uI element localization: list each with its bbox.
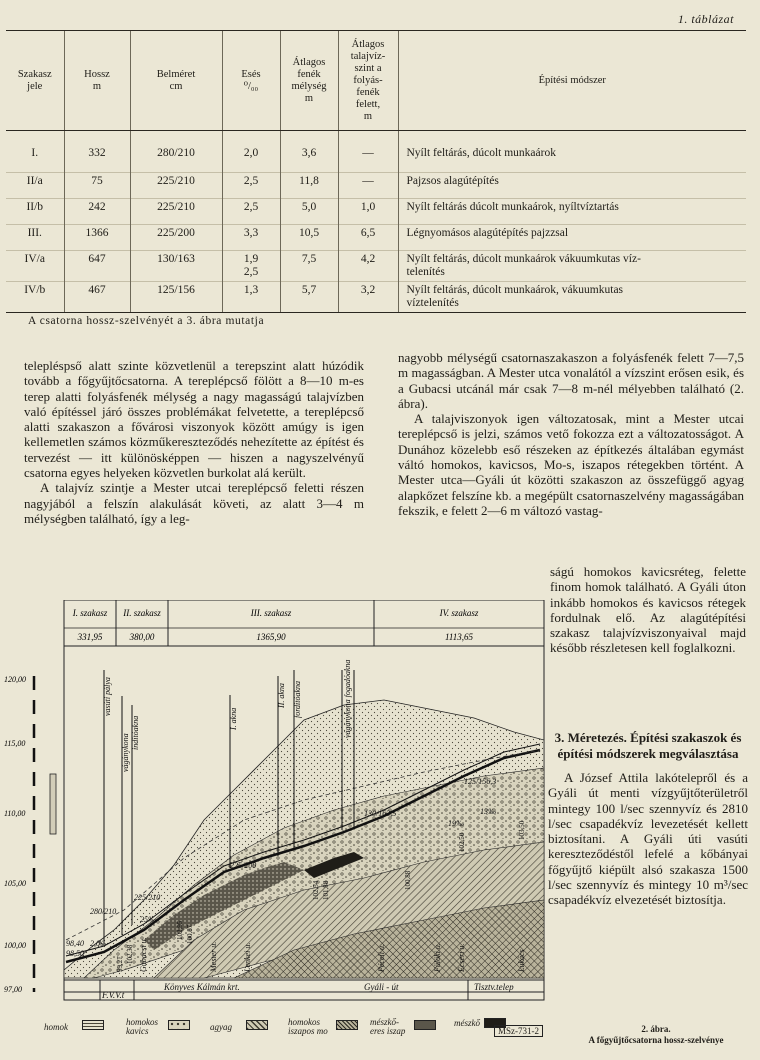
vertical-label: vágánykona fogadóakna <box>343 659 352 738</box>
y-tick: 110,00 <box>4 809 26 818</box>
profile-label: 125/156,3 <box>464 777 497 786</box>
table-cell: 3,6 <box>280 131 338 173</box>
paragraph: telepléspső alatt szinte közvetlenül a terepszint alatt húzódik tovább a főgyűjtőcsatorna. A tereplépcső fölött a 8—10 m-es terep alatti folyásfenék mélység a nagy magasságú talajvízben való építéssel járó összes problémákat felvetette, a tereplépcső alatti szakaszon a fővárosi viszonyok között amúgy is igen kellemetlen számos közműkereszteződés nehezítette az építést és tervezést — itt különösképpen — hiszen a nagyszelvényű csatorna egyes helyeken közvetlen burkolat alá került. <box>24 358 364 481</box>
left-small: 2,0 <box>90 939 100 948</box>
table-cell: IV/a <box>6 251 64 282</box>
street-label: Lukács <box>517 949 526 972</box>
table-cell: 5,0 <box>280 199 338 225</box>
level-label: 102,50 <box>458 832 466 852</box>
table-cell: IV/b <box>6 282 64 313</box>
legend-swatch-clay <box>246 1020 268 1030</box>
profile-label: 225/210 <box>134 893 161 902</box>
table-header-row <box>6 31 746 131</box>
table-cell: 225/200 <box>130 225 222 251</box>
text-column-right <box>398 350 744 518</box>
table-cell: 130/163 <box>130 251 222 282</box>
level-label: 100,87 <box>186 924 194 944</box>
profile-label: 225/200 <box>230 861 257 870</box>
table-cell: 4,2 <box>338 251 398 282</box>
table-cell: 5,7 <box>280 282 338 313</box>
slope-label: 19‰ <box>448 819 464 828</box>
table-cell: — <box>338 131 398 173</box>
street-label: Péceli u. <box>377 944 386 972</box>
table-cell: III. <box>6 225 64 251</box>
y-ticks <box>4 675 26 994</box>
y-tick: 105,00 <box>4 879 26 888</box>
vertical-label: vasúti pálya <box>103 677 112 716</box>
table-cell: 125/156 <box>130 282 222 313</box>
length-label: 380,00 <box>129 632 155 642</box>
table-cell: 1,0 <box>338 199 398 225</box>
section-label: II. szakasz <box>123 608 161 618</box>
left-label: 98,40 <box>66 939 84 948</box>
level-label: 102,95 <box>176 920 184 940</box>
longitudinal-profile-figure <box>4 600 552 1040</box>
level-label: 103,50 <box>518 820 526 840</box>
slope-label: 25‰ <box>140 915 156 924</box>
table-row <box>6 251 746 282</box>
level-label: 102,38 <box>126 944 134 964</box>
legend-label: agyag <box>210 1022 232 1032</box>
table-cell: 10,5 <box>280 225 338 251</box>
section-label: I. szakasz <box>72 608 108 618</box>
table-cell: Nyílt feltárás, dúcolt munkaárok, vákuumkutas víztelenítés <box>398 282 746 313</box>
table-cell: — <box>338 173 398 199</box>
y-tick: 97,00 <box>4 985 22 994</box>
slope-label: 13‰ <box>480 807 496 816</box>
legend-label: homokos iszapos mo <box>288 1017 328 1036</box>
bottom-label: Könyves Kálmán krt. <box>164 982 240 992</box>
section-title: 3. Méretezés. Építési szakaszok és építési módszerek megválasztása <box>554 730 742 761</box>
header-section: Szakasz jele <box>6 31 64 131</box>
table-cell: 280/210 <box>130 131 222 173</box>
vertical-label: indítóakna <box>131 715 140 750</box>
table-row <box>6 225 746 251</box>
header-groundwater: Átlagos talajvíz- szint a folyás- fenék felett, m <box>338 31 398 131</box>
table-cell: 1,9 2,5 <box>222 251 280 282</box>
chimney-icon <box>50 774 56 834</box>
paragraph: ságú homokos kavicsréteg, felette finom homok található. A Gyáli úton inkább homokos és kavicsos rétegek fordulnak elő. Az alagútépítési szakasz talajvízviszonyaival majd később részletesen kell foglalkozni. <box>550 564 746 656</box>
street-label: Lenkei u. <box>243 942 252 972</box>
table-cell: II/a <box>6 173 64 199</box>
table-cell: 75 <box>64 173 130 199</box>
table-cell: Nyílt feltárás dúcolt munkaárok, nyíltvíztartás <box>398 199 746 225</box>
section-label: IV. szakasz <box>439 608 479 618</box>
legend-label: mészkő <box>454 1018 480 1028</box>
length-label: 1113,65 <box>445 632 473 642</box>
header-length: Hossz m <box>64 31 130 131</box>
vertical-label: II. akna <box>277 683 286 708</box>
bottom-label: F.V.V.t <box>102 990 125 1000</box>
profile-label: 130/163,5 <box>364 809 397 818</box>
text-column-narrow <box>550 564 746 656</box>
table-cell: I. <box>31 147 39 159</box>
table-cell: 647 <box>64 251 130 282</box>
street-label: Fülöki u. <box>433 943 442 972</box>
length-label: 1365,90 <box>256 632 286 642</box>
table-cell: 225/210 <box>130 173 222 199</box>
bottom-label: Gyáli - út <box>364 982 399 992</box>
standard-code-label: MSz-731-2 <box>494 1025 543 1037</box>
header-slope: Esés ⁰/₀₀ <box>222 31 280 131</box>
table-cell: II/b <box>6 199 64 225</box>
spec-table <box>6 30 746 313</box>
street-label: Mester u. <box>209 941 218 972</box>
table-note: A csatorna hossz-szelvényét a 3. ábra mutatja <box>28 315 265 327</box>
table-number-label: 1. táblázat <box>677 12 734 26</box>
legend-swatch-sand <box>82 1020 104 1030</box>
paragraph: A József Attila lakótelepről és a Gyáli út menti vízgyűjtőterületről mintegy 100 l/sec szennyvíz és 2810 l/sec csapadékvíz levezetését kellett biztosítani. A Gyáli úti vasúti kereszteződéstől lefelé a kőbányai főgyűjtő kiépült alsó szakasza 1500 l/sec szennyvíz és mintegy 10 m³/sec csapadékvíz elvezetését biztosítja. <box>548 770 748 908</box>
level-label: 99,27 <box>116 956 124 972</box>
street-label: Ecseri u. <box>457 943 466 972</box>
table-cell: 7,5 <box>280 251 338 282</box>
table-cell: 2,5 <box>222 199 280 225</box>
paragraph: A talajvíz szintje a Mester utcai tereplépcső feletti részen nagyjából a felszín alakulását követi, az alatt 3—4 m mélységben található, így a leg- <box>24 480 364 526</box>
table-cell: 467 <box>64 282 130 313</box>
street-label: Gubacsi u. <box>139 937 148 972</box>
header-inner-size: Belméret cm <box>130 31 222 131</box>
table-cell: 11,8 <box>280 173 338 199</box>
table-row <box>6 131 746 173</box>
text-column-left <box>24 358 364 526</box>
profile-label: 280/210 <box>90 907 117 916</box>
left-small: ‰ <box>98 939 106 948</box>
table-cell: 2,5 <box>222 173 280 199</box>
legend-label: mészkő-eres iszap <box>370 1017 406 1036</box>
legend-swatch-gravel <box>168 1020 190 1030</box>
figure-caption <box>556 1024 756 1046</box>
legend-swatch-silt <box>336 1020 358 1030</box>
y-tick: 115,00 <box>4 739 26 748</box>
table-cell: 3,2 <box>338 282 398 313</box>
vertical-label: fordítóakna <box>293 680 302 718</box>
table-cell: 332 <box>64 131 130 173</box>
table-cell: 3,3 <box>222 225 280 251</box>
table-cell: Nyílt feltárás, dúcolt munkaárok <box>398 131 746 173</box>
header-depth: Átlagos fenék mélység m <box>280 31 338 131</box>
section-label: III. szakasz <box>250 608 292 618</box>
length-label: 331,95 <box>77 632 103 642</box>
table-cell: 242 <box>64 199 130 225</box>
paragraph: nagyobb mélységű csatornaszakaszon a folyásfenék felett 7—7,5 m magasságban. A Mester utca vonalától a vízszint erősen esik, és a Gubacsi utcánál már csak 7—8 m-nél mélyebben található (2. ábra). <box>398 350 744 411</box>
table-cell: 1,3 <box>222 282 280 313</box>
table-cell: 2,0 <box>222 131 280 173</box>
vertical-label: I. akna <box>229 707 238 730</box>
spec-table-wrap <box>6 30 746 327</box>
caption-text: A főgyűjtőcsatorna hossz-szelvénye <box>588 1035 724 1045</box>
table-row <box>6 173 746 199</box>
section-3 <box>548 730 748 908</box>
level-label: 101,88 <box>322 880 330 900</box>
bottom-label: Tisztv.telep <box>474 982 514 992</box>
table-row <box>6 282 746 313</box>
table-cell: Légnyomásos alagútépítés pajzzsal <box>398 225 746 251</box>
paragraph: A talajviszonyok igen változatosak, mint a Mester utcai tereplépcső is jelzi, számos vető fokozza ezt a változatosságot. A Dunához közelebb eső részeken az építkezés általában egymást váltó homokos, kavicsos, Mo-s, iszapos rétegekben történt. A Mester utca—Gyáli út közötti szakaszon az összefüggő agyag alapkőzet felszíne kb. a megépült csatornaszelvény magasságában fekszik, e felett 2—6 m változó vastag- <box>398 411 744 518</box>
level-label: 100,88 <box>404 870 412 890</box>
table-cell: 6,5 <box>338 225 398 251</box>
legend-label: homok <box>44 1022 68 1032</box>
table-cell: Pajzsos alagútépítés <box>398 173 746 199</box>
vertical-label: vágánykona <box>121 733 130 772</box>
level-label: 102,54 <box>312 880 320 900</box>
table-cell: 225/210 <box>130 199 222 225</box>
legend-swatch-limestone-silt <box>414 1020 436 1030</box>
table-cell: 1366 <box>64 225 130 251</box>
legend-label: homokos kavics <box>126 1017 158 1036</box>
header-method: Építési módszer <box>398 31 746 131</box>
y-tick: 120,00 <box>4 675 26 684</box>
table-cell: Nyílt feltárás, dúcolt munkaárok vákuumkutas víz- telenítés <box>398 251 746 282</box>
table-row <box>6 199 746 225</box>
caption-number: 2. ábra. <box>641 1024 671 1034</box>
left-label: 98,50 <box>66 949 84 958</box>
y-tick: 100,00 <box>4 941 26 950</box>
